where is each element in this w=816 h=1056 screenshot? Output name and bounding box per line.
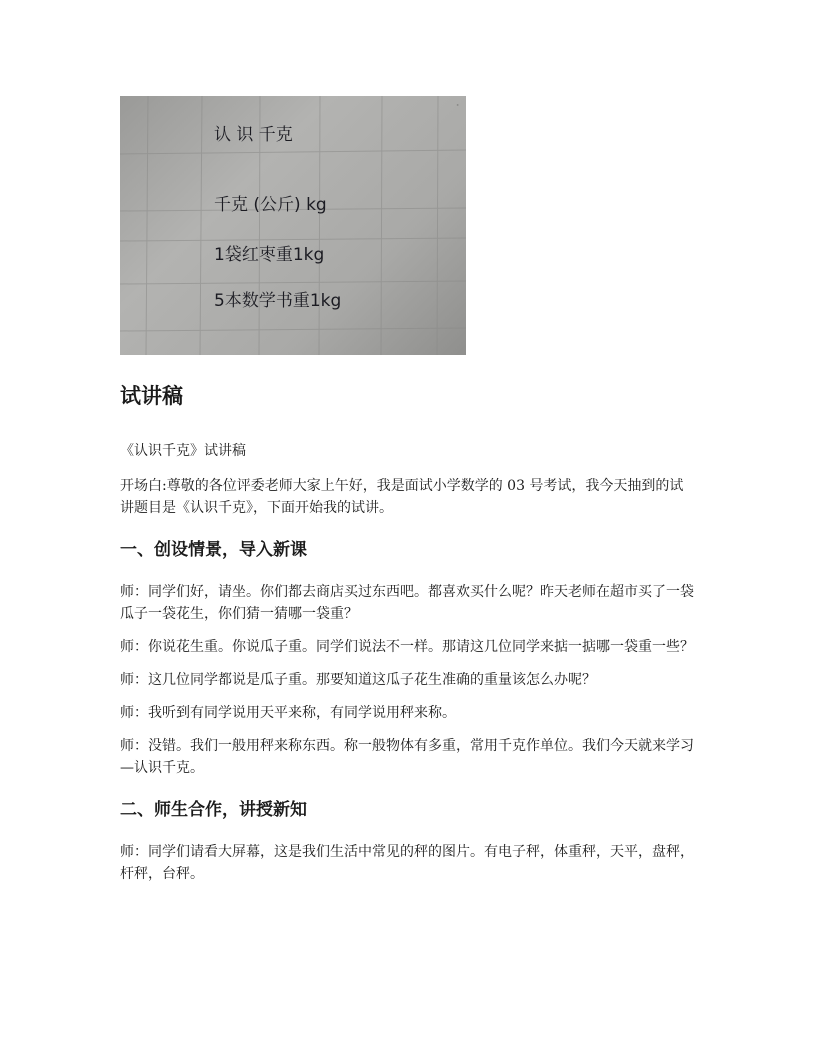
page-heading: 试讲稿 <box>120 384 183 408</box>
section-1-paragraph: 师：没错。我们一般用秤来称东西。称一般物体有多重，常用千克作单位。我们今天就来学习—认识千克。 <box>120 738 694 776</box>
section-2-paragraph: 师：同学们请看大屏幕，这是我们生活中常见的秤的图片。有电子秤，体重秤，天平，盘秤，杆秤，台秤。 <box>120 844 694 882</box>
notebook-page-drawing <box>120 96 466 355</box>
photo-line-4: 5本数学书重1kg <box>214 291 342 311</box>
photo-line-2: 千克 (公斤) kg <box>214 195 327 215</box>
document-body <box>120 380 696 896</box>
handwritten-notes-photo <box>120 96 466 355</box>
photo-line-3: 1袋红枣重1kg <box>214 245 325 265</box>
notebook-grid <box>120 96 466 355</box>
section-1-paragraph: 师：我听到有同学说用天平来称，有同学说用秤来称。 <box>120 705 456 721</box>
section-heading-2: 二、师生合作，讲授新知 <box>120 800 307 820</box>
section-1-paragraph: 师：你说花生重。你说瓜子重。同学们说法不一样。那请这几位同学来掂一掂哪一袋重一些？ <box>120 639 694 655</box>
photo-line-1: 认 识 千克 <box>214 125 293 145</box>
bleed-through-text: . <box>455 100 460 118</box>
section-heading-1: 一、创设情景，导入新课 <box>120 540 307 560</box>
intro-paragraph: 开场白:尊敬的各位评委老师大家上午好，我是面试小学数学的 03 号考试，我今天抽到的试讲题目是《认识千克》，下面开始我的试讲。 <box>120 478 684 516</box>
section-1-paragraph: 师：同学们好，请坐。你们都去商店买过东西吧。都喜欢买什么呢？昨天老师在超市买了一袋瓜子一袋花生，你们猜一猜哪一袋重？ <box>120 584 694 622</box>
section-1-paragraph: 师：这几位同学都说是瓜子重。那要知道这瓜子花生准确的重量该怎么办呢？ <box>120 672 596 688</box>
document-subtitle: 《认识千克》试讲稿 <box>120 443 246 459</box>
